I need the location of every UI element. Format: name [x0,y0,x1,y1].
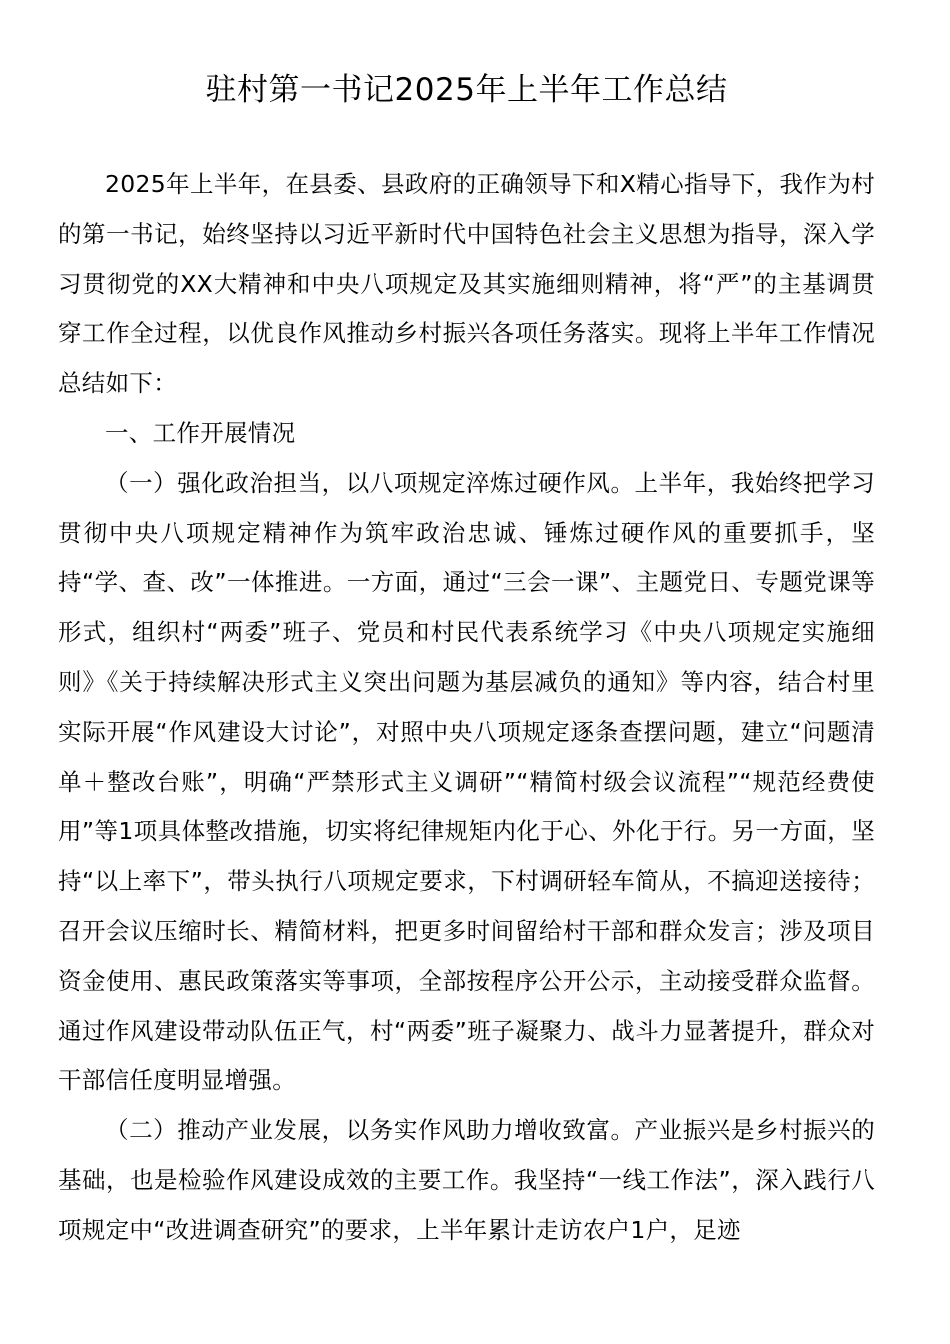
section-paragraph-1: （一）强化政治担当，以八项规定淬炼过硬作风。上半年，我始终把学习贯彻中央八项规定精神作为筑牢政治忠诚、锤炼过硬作风的重要抓手，坚持“学、查、改”一体推进。一方面，通过“三会一课”、主题党日、专题党课等形式，组织村“两委”班子、党员和村民代表系统学习《中央八项规定实施细则》《关于持续解决形式主义突出问题为基层减负的通知》等内容，结合村里实际开展“作风建设大讨论”，对照中央八项规定逐条查摆问题，建立“问题清单＋整改台账”，明确“严禁形式主义调研”“精简村级会议流程”“规范经费使用”等1项具体整改措施，切实将纪律规矩内化于心、外化于行。另一方面，坚持“以上率下”，带头执行八项规定要求，下村调研轻车简从，不搞迎送接待；召开会议压缩时长、精简材料，把更多时间留给村干部和群众发言；涉及项目资金使用、惠民政策落实等事项，全部按程序公开公示，主动接受群众监督。通过作风建设带动队伍正气，村“两委”班子凝聚力、战斗力显著提升，群众对干部信任度明显增强。 [58,468,875,1095]
document-body [58,160,875,1256]
intro-paragraph: 2025年上半年，在县委、县政府的正确领导下和X精心指导下，我作为村的第一书记，始终坚持以习近平新时代中国特色社会主义思想为指导，深入学习贯彻党的XX大精神和中央八项规定及其实施细则精神，将“严”的主基调贯穿工作全过程，以优良作风推动乡村振兴各项任务落实。现将上半年工作情况总结如下： [58,170,875,398]
section-paragraph-2: （二）推动产业发展，以务实作风助力增收致富。产业振兴是乡村振兴的基础，也是检验作风建设成效的主要工作。我坚持“一线工作法”，深入践行八项规定中“改进调查研究”的要求，上半年累计走访农户1户，足迹 [58,1116,875,1244]
section-heading: 一、工作开展情况 [105,418,296,447]
document-title: 驻村第一书记2025年上半年工作总结 [205,72,728,108]
